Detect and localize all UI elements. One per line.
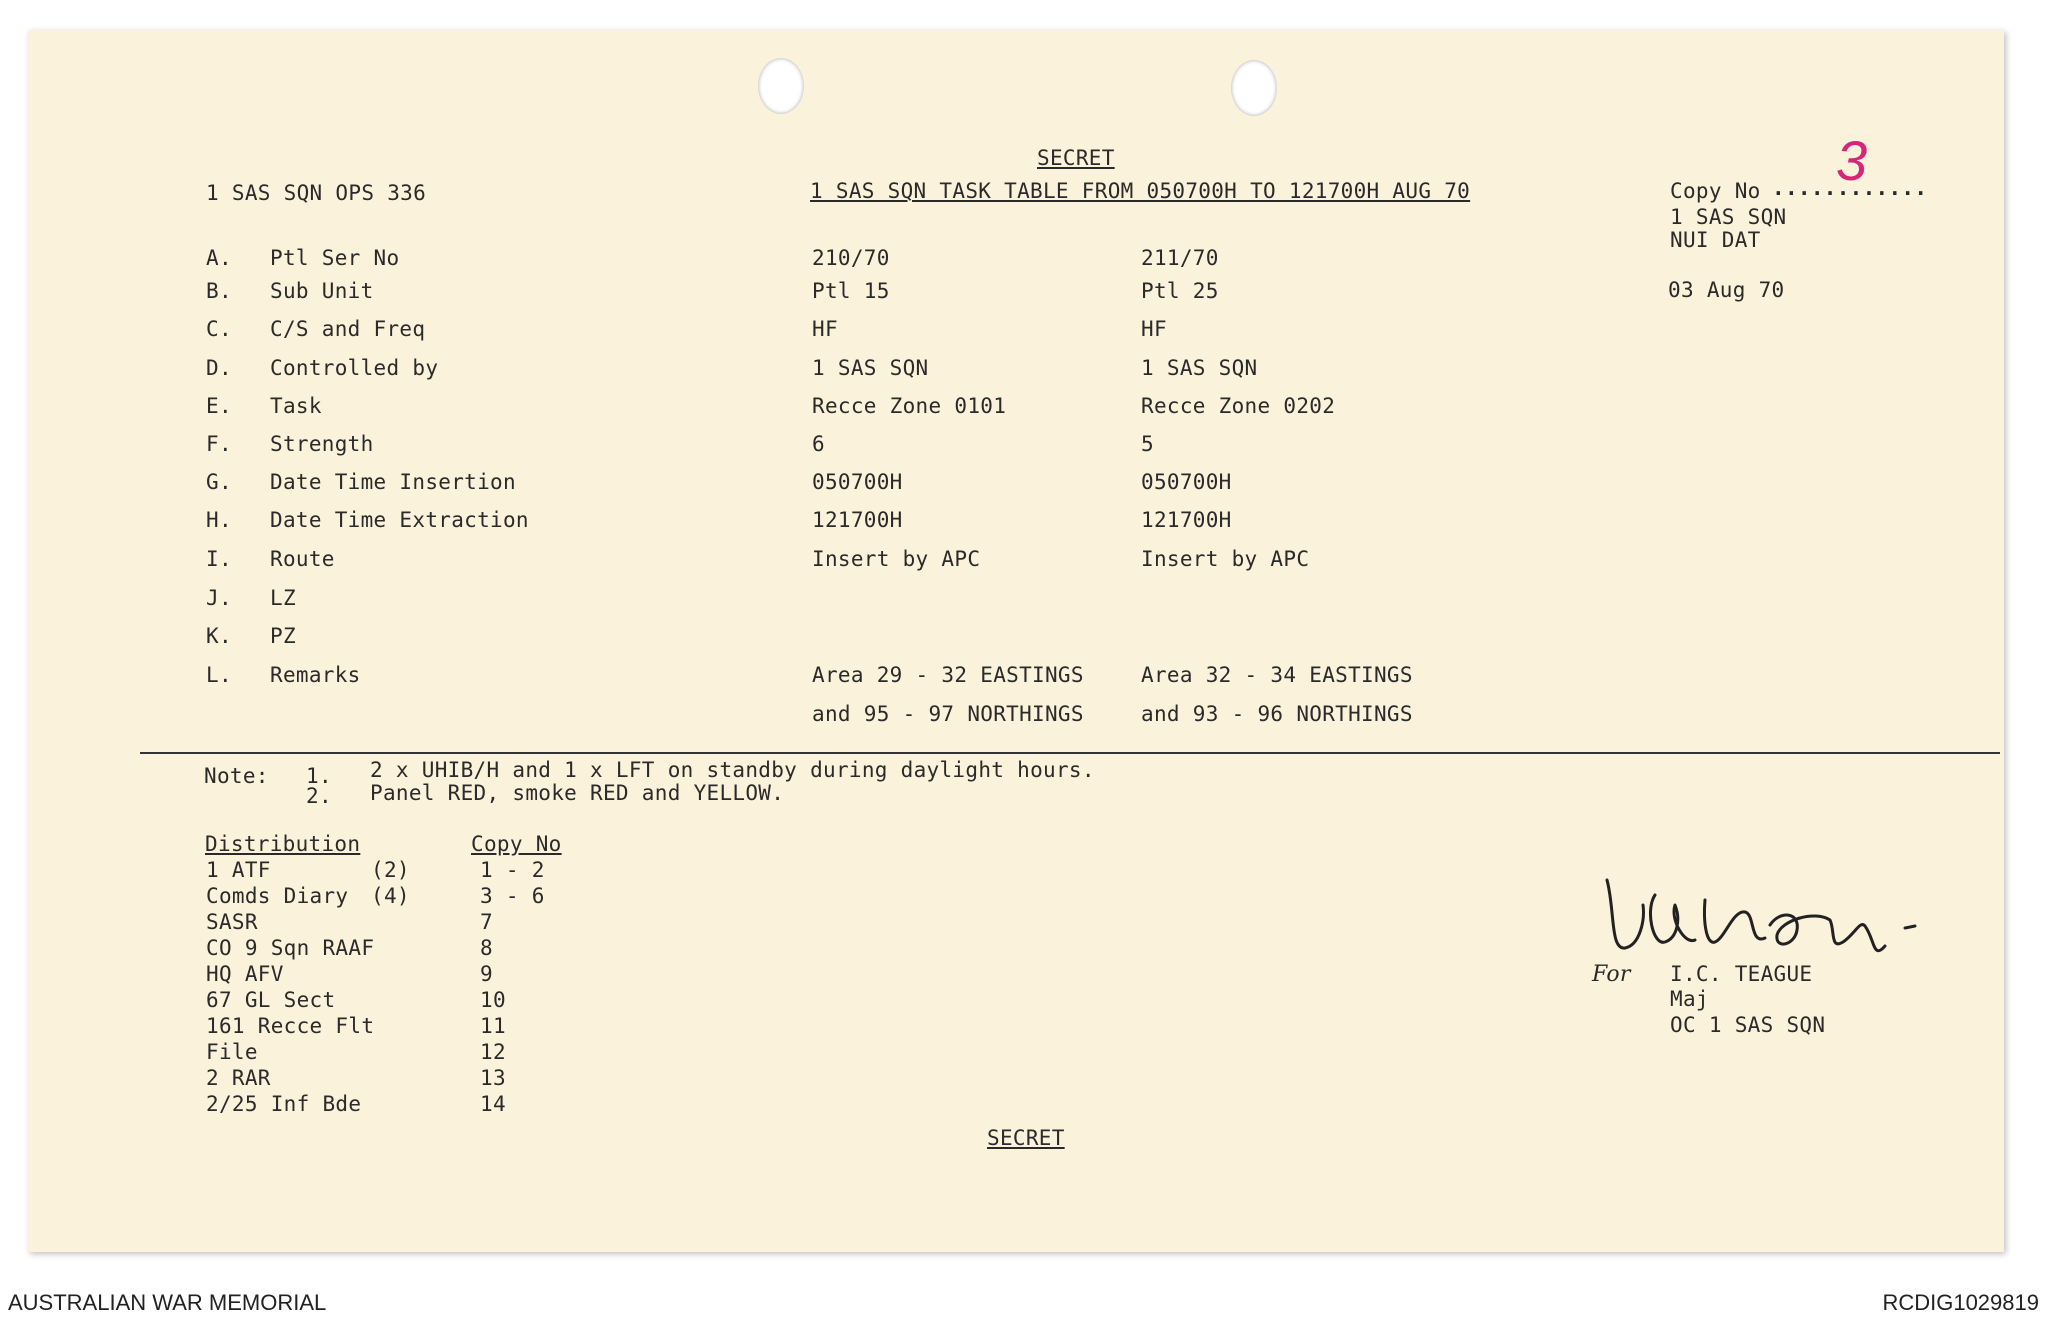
row-label: LZ xyxy=(270,586,296,610)
issuing-location: NUI DAT xyxy=(1670,228,1761,252)
copy-number-label: Copy No xyxy=(1670,179,1761,203)
distribution-copy-number: 14 xyxy=(480,1092,506,1116)
note-2-text: Panel RED, smoke RED and YELLOW. xyxy=(370,781,785,805)
distribution-copy-number: 9 xyxy=(480,962,493,986)
row-patrol-210-value: Recce Zone 0101 xyxy=(812,394,1007,418)
row-letter: E. xyxy=(206,394,232,418)
row-patrol-210-value: Area 29 - 32 EASTINGS xyxy=(812,663,1084,687)
distribution-copy-number: 12 xyxy=(480,1040,506,1064)
remarks-line2-col1: and 95 - 97 NORTHINGS xyxy=(812,702,1084,726)
distribution-addressee: 161 Recce Flt xyxy=(206,1014,375,1038)
document-reference: 1 SAS SQN OPS 336 xyxy=(206,181,427,205)
row-patrol-211-value: Ptl 25 xyxy=(1141,279,1219,303)
row-patrol-211-value: Area 32 - 34 EASTINGS xyxy=(1141,663,1413,687)
section-divider xyxy=(140,752,2000,754)
row-patrol-211-value: 5 xyxy=(1141,432,1154,456)
row-label: Ptl Ser No xyxy=(270,246,400,270)
distribution-copy-number: 8 xyxy=(480,936,493,960)
row-label: Strength xyxy=(270,432,374,456)
distribution-addressee: 67 GL Sect xyxy=(206,988,336,1012)
row-label: Route xyxy=(270,547,335,571)
row-letter: L. xyxy=(206,663,232,687)
issue-date: 03 Aug 70 xyxy=(1668,278,1785,302)
row-patrol-210-value: 121700H xyxy=(812,508,903,532)
row-label: Date Time Extraction xyxy=(270,508,529,532)
row-letter: K. xyxy=(206,624,232,648)
row-patrol-210-value: Ptl 15 xyxy=(812,279,890,303)
distribution-addressee: 2/25 Inf Bde xyxy=(206,1092,362,1116)
row-patrol-211-value: 121700H xyxy=(1141,508,1232,532)
row-label: Controlled by xyxy=(270,356,439,380)
note-1-number: 1. xyxy=(306,764,332,788)
row-label: Sub Unit xyxy=(270,279,374,303)
row-letter: J. xyxy=(206,586,232,610)
row-patrol-211-value: Recce Zone 0202 xyxy=(1141,394,1336,418)
row-letter: D. xyxy=(206,356,232,380)
distribution-addressee: HQ AFV xyxy=(206,962,284,986)
distribution-copy-number: 1 - 2 xyxy=(480,858,545,882)
note-2-number: 2. xyxy=(306,784,332,808)
row-label: Remarks xyxy=(270,663,361,687)
distribution-copy-number: 10 xyxy=(480,988,506,1012)
row-patrol-210-value: 6 xyxy=(812,432,825,456)
footer-reference: RCDIG1029819 xyxy=(1882,1290,2039,1315)
row-patrol-210-value: Insert by APC xyxy=(812,547,981,571)
row-patrol-211-value: 1 SAS SQN xyxy=(1141,356,1258,380)
row-letter: H. xyxy=(206,508,232,532)
row-letter: A. xyxy=(206,246,232,270)
row-patrol-211-value: Insert by APC xyxy=(1141,547,1310,571)
row-patrol-211-value: 050700H xyxy=(1141,470,1232,494)
distribution-copy-count: (2) xyxy=(371,858,410,882)
document-title: 1 SAS SQN TASK TABLE FROM 050700H TO 121700H AUG 70 xyxy=(810,179,1471,203)
row-label: C/S and Freq xyxy=(270,317,426,341)
classification-bottom: SECRET xyxy=(987,1126,1065,1150)
signatory-rank: Maj xyxy=(1670,987,1709,1011)
footer-source: AUSTRALIAN WAR MEMORIAL xyxy=(8,1290,327,1315)
row-label: Date Time Insertion xyxy=(270,470,516,494)
handwritten-signature xyxy=(1585,850,1945,970)
row-letter: F. xyxy=(206,432,232,456)
issuing-unit: 1 SAS SQN xyxy=(1670,205,1787,229)
row-letter: G. xyxy=(206,470,232,494)
classification-top: SECRET xyxy=(1037,146,1115,170)
row-patrol-210-value: 050700H xyxy=(812,470,903,494)
signature-for: For xyxy=(1592,962,1631,987)
distribution-copy-count: (4) xyxy=(371,884,410,908)
row-patrol-210-value: 210/70 xyxy=(812,246,890,270)
row-letter: C. xyxy=(206,317,232,341)
copy-number-dots: ............ xyxy=(1772,176,1928,200)
notes-label: Note: xyxy=(204,764,269,788)
row-patrol-211-value: 211/70 xyxy=(1141,246,1219,270)
signatory-appointment: OC 1 SAS SQN xyxy=(1670,1013,1826,1037)
copy-number-handwritten: 3 xyxy=(1836,129,1868,192)
distribution-addressee: Comds Diary xyxy=(206,884,349,908)
row-patrol-210-value: 1 SAS SQN xyxy=(812,356,929,380)
punch-hole-left xyxy=(758,58,804,114)
row-label: PZ xyxy=(270,624,296,648)
row-patrol-211-value: HF xyxy=(1141,317,1167,341)
remarks-line2-col2: and 93 - 96 NORTHINGS xyxy=(1141,702,1413,726)
row-letter: I. xyxy=(206,547,232,571)
note-1-text: 2 x UHIB/H and 1 x LFT on standby during daylight hours. xyxy=(370,758,1095,782)
distribution-copy-number: 7 xyxy=(480,910,493,934)
row-patrol-210-value: HF xyxy=(812,317,838,341)
distribution-addressee: File xyxy=(206,1040,258,1064)
distribution-addressee: 1 ATF xyxy=(206,858,271,882)
copy-no-header: Copy No xyxy=(471,832,562,856)
distribution-copy-number: 13 xyxy=(480,1066,506,1090)
distribution-addressee: SASR xyxy=(206,910,258,934)
distribution-copy-number: 11 xyxy=(480,1014,506,1038)
row-label: Task xyxy=(270,394,322,418)
distribution-addressee: CO 9 Sqn RAAF xyxy=(206,936,375,960)
distribution-addressee: 2 RAR xyxy=(206,1066,271,1090)
distribution-copy-number: 3 - 6 xyxy=(480,884,545,908)
row-letter: B. xyxy=(206,279,232,303)
punch-hole-right xyxy=(1231,60,1277,116)
signatory-name: I.C. TEAGUE xyxy=(1670,962,1813,986)
distribution-header: Distribution xyxy=(205,832,361,856)
